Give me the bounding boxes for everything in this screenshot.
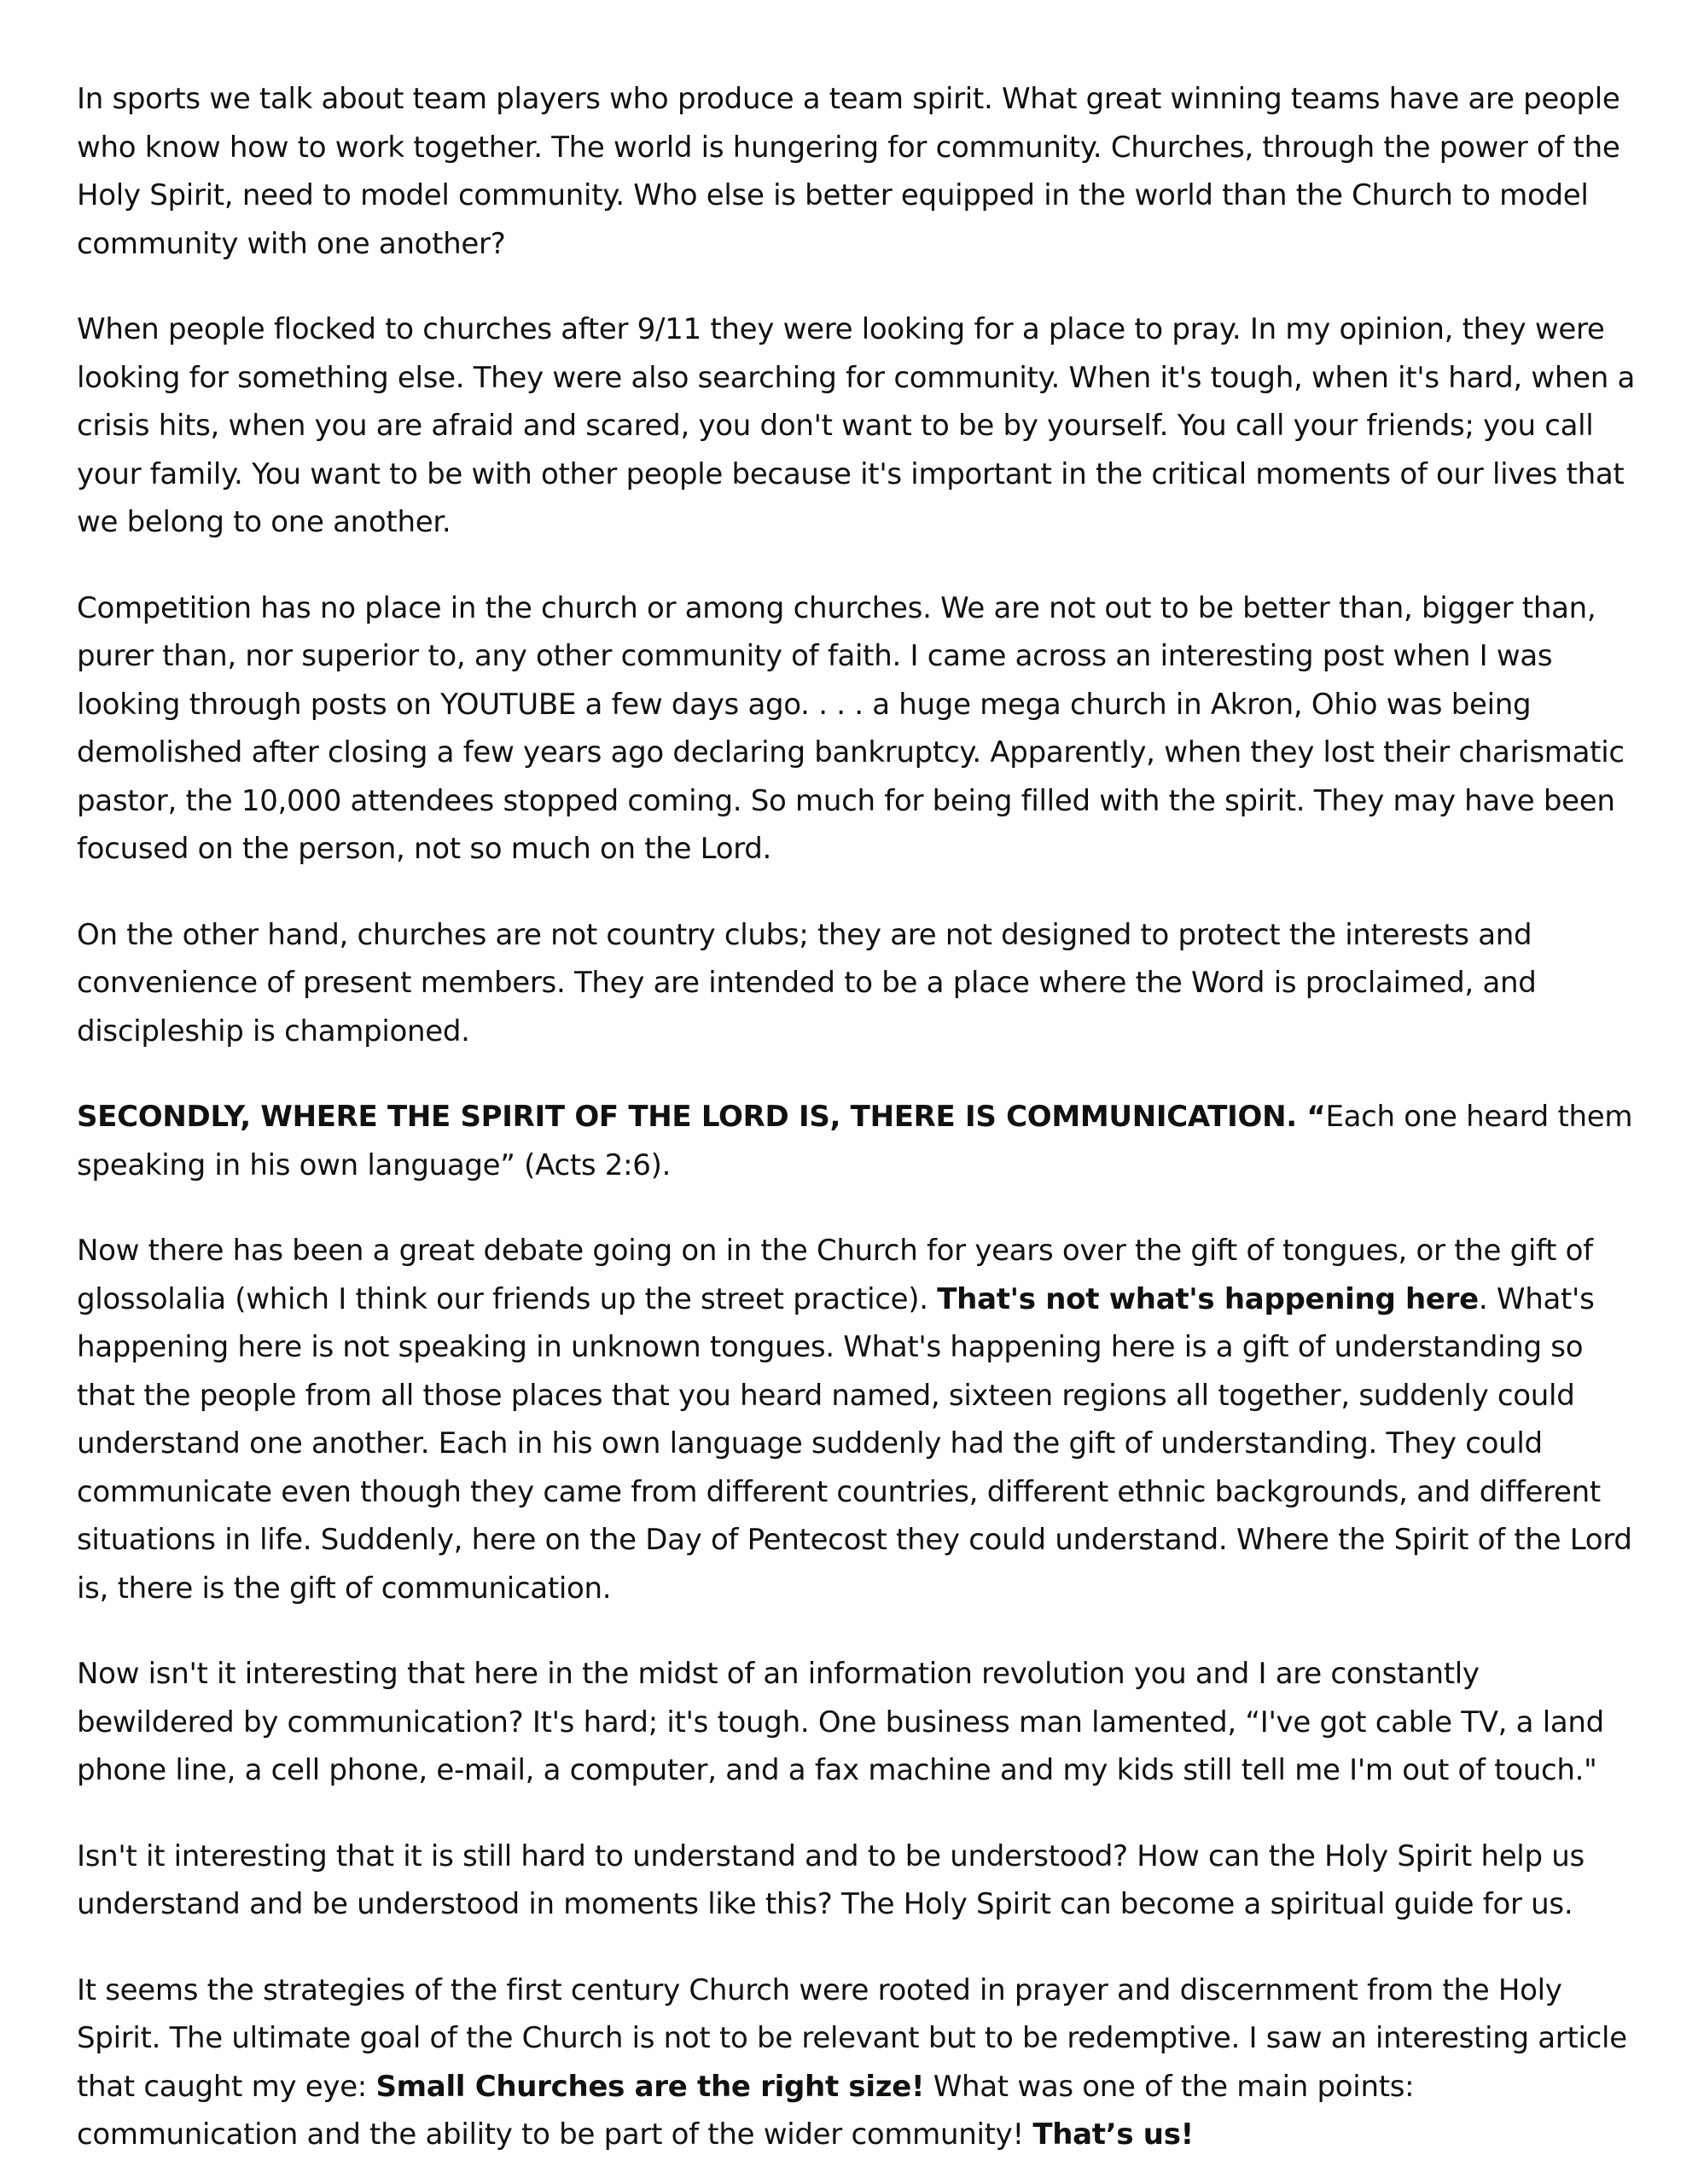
paragraph-information-revolution [77,1650,1638,1795]
emphasis-text: That's not what's happening here [937,1281,1479,1316]
paragraph-text: When people flocked to churches after 9/11 they were looking for a place to pray. In my opinion, they were looking for something else. They were also searching for community. When it's tough, when it's hard, when a crisis hits, when you are afraid and scared, you don't want to be by yourself. You call your friends; you call your family. You want to be with other people because it's important in the critical moments of our lives that we belong to one another. [77,312,1636,539]
emphasis-text: That’s us! [1032,2117,1194,2152]
paragraph-first-century-church [77,1966,1638,2159]
scripture-quote: Each one heard them speaking in his own language” (Acts 2:6). [77,1100,1633,1182]
paragraph-secondly-heading [77,1093,1638,1189]
paragraph-text: It seems the strategies of the first century Church were rooted in prayer and discernment from the Holy Spirit. The ultimate goal of the Church is not to be relevant but to be redemptive. I saw an interesting article that caught my eye: [77,1972,1627,2104]
paragraph-text: . What's happening here is not speaking in unknown tongues. What's happening here is a gift of understanding so that the people from all those places that you heard named, sixteen regions all together, suddenly could understand one another. Each in his own language suddenly had the gift of understanding. They could communicate even though they came from different countries, different ethnic backgrounds, and different situations in life. Suddenly, here on the Day of Pentecost they could understand. Where the Spirit of the Lord is, there is the gift of communication. [77,1281,1632,1606]
paragraph-after-911 [77,305,1638,547]
paragraph-text: On the other hand, churches are not country clubs; they are not designed to protect the interests and convenience of present members. They are intended to be a place where the Word is proclaimed, and discipleship is championed. [77,917,1537,1048]
paragraph-team-spirit [77,75,1638,268]
emphasis-text: Small Churches are the right size! [375,2069,925,2104]
paragraph-text: Competition has no place in the church or among churches. We are not out to be better than, bigger than, purer than, nor superior to, any other community of faith. I came across an interesting post when I was looking through posts on YOUTUBE a few days ago. . . . a huge mega church in Akron, Ohio was being demolished after closing a few years ago declaring bankruptcy. Apparently, when they lost their charismatic pastor, the 10,000 attendees stopped coming. So much for being filled with the spirit. They may have been focused on the person, not so much on the Lord. [77,590,1625,866]
paragraph-text: What was one of the main points: communication and the ability to be part of the wider community! [77,2069,1415,2152]
paragraph-text: Now there has been a great debate going on in the Church for years over the gift of tongues, or the gift of glossolalia (which I think our friends up the street practice). [77,1234,1593,1316]
paragraph-understanding [77,1833,1638,1929]
section-heading: SECONDLY, WHERE THE SPIRIT OF THE LORD IS, THERE IS COMMUNICATION. “ [77,1100,1326,1134]
paragraph-country-clubs [77,911,1638,1056]
paragraph-text: Now isn't it interesting that here in the midst of an information revolution you and I are constantly bewildered by communication? It's hard; it's tough. One business man lamented, “I've got cable TV, a land phone line, a cell phone, e-mail, a computer, and a fax machine and my kids still tell me I'm out of touch." [77,1657,1604,1787]
paragraph-competition [77,584,1638,874]
paragraph-tongues [77,1227,1638,1612]
document-page [77,75,1638,2159]
paragraph-text: In sports we talk about team players who produce a team spirit. What great winning teams have are people who know how to work together. The world is hungering for community. Churches, through the power of the Holy Spirit, need to model community. Who else is better equipped in the world than the Church to model community with one another? [77,82,1620,261]
paragraph-text: Isn't it interesting that it is still hard to understand and to be understood? How can the Holy Spirit help us understand and be understood in moments like this? The Holy Spirit can become a spiritual guide for us. [77,1838,1585,1921]
